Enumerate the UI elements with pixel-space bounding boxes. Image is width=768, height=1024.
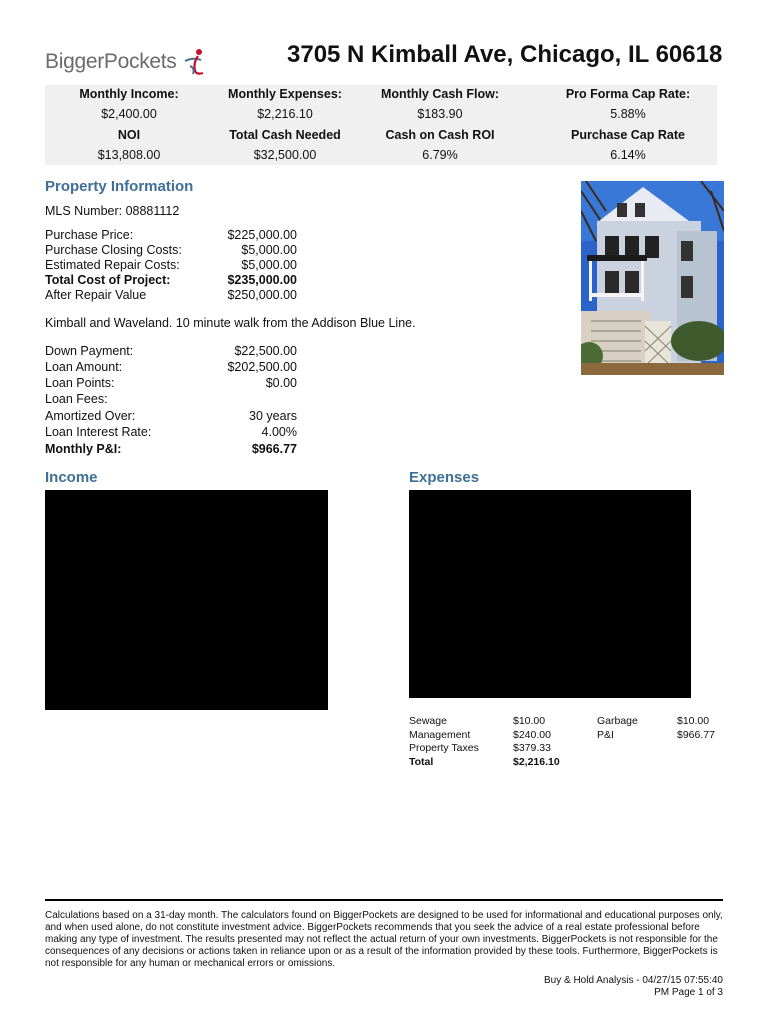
expense-total-value: $2,216.10 <box>513 756 560 768</box>
property-photo <box>581 181 724 375</box>
brand-logo <box>45 47 207 77</box>
loan-value: $966.77 <box>251 442 297 456</box>
page-footer <box>463 975 723 999</box>
loan-row <box>45 409 297 424</box>
cost-row <box>45 228 297 243</box>
expense-value: $966.77 <box>677 729 715 741</box>
cost-label: Estimated Repair Costs: <box>45 258 180 272</box>
summary-value: $2,400.00 <box>101 107 157 121</box>
cost-row-total <box>45 273 297 288</box>
summary-label: NOI <box>117 128 141 142</box>
summary-label: Purchase Cap Rate <box>571 128 685 142</box>
footer-line: PM Page 1 of 3 <box>654 987 723 998</box>
footer-divider <box>45 899 723 901</box>
summary-label: Monthly Cash Flow: <box>380 87 500 101</box>
loan-row <box>45 425 297 440</box>
loan-label: Loan Interest Rate: <box>45 425 152 439</box>
cost-row <box>45 258 297 273</box>
expense-value: $10.00 <box>677 715 710 727</box>
expense-value: $240.00 <box>513 729 551 741</box>
summary-label: Monthly Income: <box>79 87 179 101</box>
loan-label: Down Payment: <box>45 344 134 358</box>
expense-label: P&I <box>597 729 614 741</box>
summary-value: 6.14% <box>610 148 646 162</box>
cost-value: $5,000.00 <box>241 243 297 257</box>
income-heading: Income <box>45 469 98 486</box>
loan-label: Amortized Over: <box>45 409 136 423</box>
expense-value: $10.00 <box>513 715 546 727</box>
loan-row <box>45 344 297 359</box>
cost-row <box>45 288 297 303</box>
cost-label: After Repair Value <box>45 288 147 302</box>
loan-value: 4.00% <box>261 425 297 439</box>
cost-value: $235,000.00 <box>227 273 297 287</box>
summary-value: $32,500.00 <box>253 148 317 162</box>
loan-label: Monthly P&I: <box>45 442 122 456</box>
expense-label: Garbage <box>597 715 638 727</box>
summary-label: Cash on Cash ROI <box>385 128 495 142</box>
cost-value: $5,000.00 <box>241 258 297 272</box>
disclaimer-text: Calculations based on a 31-day month. The calculators found on BiggerPockets are designed to be used for informational and educational purposes only, and when used alone, do not constitute investment advice. BiggerPockets recommends that you seek the advice of a real estate professional before making any type of investment. The results presented may not reflect the actual return of your own investments. BiggerPockets is not responsible for the consequences of any decisions or actions taken in reliance upon or as a result of the information provided by these tools. Furthermore, BiggerPockets is not responsible for any human or mechanical errors or omissions. <box>45 910 723 970</box>
summary-value: $183.90 <box>417 107 463 121</box>
expense-total-label: Total <box>409 756 434 768</box>
summary-label: Total Cash Needed <box>229 128 341 142</box>
expenses-redaction <box>409 490 691 698</box>
loan-row <box>45 376 297 391</box>
page-title: 3705 N Kimball Ave, Chicago, IL 60618 <box>287 41 723 68</box>
cost-row <box>45 243 297 258</box>
summary-label: Monthly Expenses: <box>228 87 342 101</box>
expense-label: Management <box>409 729 471 741</box>
brand-figure-icon <box>181 47 207 77</box>
cost-value: $250,000.00 <box>227 288 297 302</box>
summary-value: 6.79% <box>422 148 458 162</box>
loan-value: $0.00 <box>265 376 297 390</box>
cost-label: Purchase Price: <box>45 228 134 242</box>
loan-label: Loan Points: <box>45 376 115 390</box>
expenses-heading: Expenses <box>409 469 480 486</box>
property-description: Kimball and Waveland. 10 minute walk from the Addison Blue Line. <box>45 316 416 330</box>
expense-label: Sewage <box>409 715 447 727</box>
summary-value: $2,216.10 <box>257 107 313 121</box>
cost-value: $225,000.00 <box>227 228 297 242</box>
footer-line: Buy & Hold Analysis - 04/27/15 07:55:40 <box>543 975 723 986</box>
summary-box <box>45 85 717 165</box>
loan-row <box>45 392 297 407</box>
mls-number: MLS Number: 08881112 <box>45 204 180 218</box>
loan-row <box>45 360 297 375</box>
loan-value: $22,500.00 <box>234 344 297 358</box>
loan-value: $202,500.00 <box>227 360 297 374</box>
summary-label: Pro Forma Cap Rate: <box>565 87 691 101</box>
income-redaction <box>45 490 328 710</box>
loan-label: Loan Fees: <box>45 392 108 406</box>
summary-value: 5.88% <box>610 107 646 121</box>
loan-row-monthly-pi <box>45 442 297 457</box>
cost-label: Purchase Closing Costs: <box>45 243 182 257</box>
cost-label: Total Cost of Project: <box>45 273 171 287</box>
loan-value: 30 years <box>249 409 297 423</box>
loan-label: Loan Amount: <box>45 360 123 374</box>
expense-label: Property Taxes <box>409 742 479 754</box>
brand-name: BiggerPockets <box>45 50 177 73</box>
summary-value: $13,808.00 <box>97 148 161 162</box>
expense-value: $379.33 <box>513 742 551 754</box>
property-info-heading: Property Information <box>45 178 194 195</box>
